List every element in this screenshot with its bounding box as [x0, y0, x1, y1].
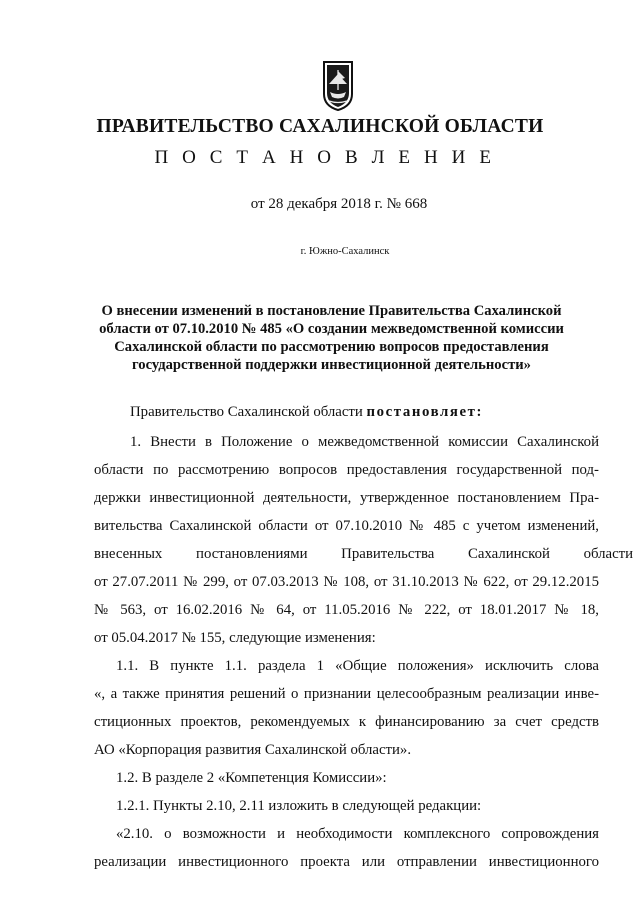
title-line: Сахалинской области по рассмотрению вопросов предоставления [114, 339, 549, 355]
body-line: внесенных постановлениями Правительства Сахалинской области [94, 546, 634, 562]
body-line: стиционных проектов, рекомендуемых к финансированию за счет средств [94, 714, 599, 730]
body-line: держки инвестиционной деятельности, утвержденное постановлением Пра- [94, 490, 599, 506]
title-line: О внесении изменений в постановление Правительства Сахалинской [101, 303, 562, 319]
body-line: 1. Внести в Положение о межведомственной комиссии Сахалинской [130, 434, 599, 450]
body-line: 1.1. В пункте 1.1. раздела 1 «Общие положения» исключить слова [116, 658, 599, 674]
body-line: «2.10. о возможности и необходимости комплексного сопровождения [116, 826, 599, 842]
body-line: АО «Корпорация развития Сахалинской области». [94, 742, 412, 758]
government-heading: ПРАВИТЕЛЬСТВО САХАЛИНСКОЙ ОБЛАСТИ [96, 116, 544, 137]
body-line: 1.2.1. Пункты 2.10, 2.11 изложить в следующей редакции: [116, 798, 482, 814]
preamble-text: Правительство Сахалинской области [130, 404, 367, 420]
title-line: государственной поддержки инвестиционной деятельности» [132, 357, 531, 373]
decree-city: г. Южно-Сахалинск [300, 246, 390, 257]
decree-title [84, 302, 579, 374]
body-line: области по рассмотрению вопросов предоставления государственной под- [94, 462, 599, 478]
body-line: «, а также принятия решений о признании целесообразным реализации инве- [94, 686, 599, 702]
body-line: 1.2. В разделе 2 «Компетенция Комиссии»: [116, 770, 387, 786]
body-line: вительства Сахалинской области от 07.10.2010 № 485 с учетом изменений, [94, 518, 599, 534]
coat-of-arms-emblem-icon [322, 60, 354, 112]
preamble-emphasis: постановляет: [366, 404, 484, 420]
decree-body [94, 398, 634, 876]
title-line: области от 07.10.2010 № 485 «О создании межведомственной комиссии [99, 321, 564, 337]
body-line: реализации инвестиционного проекта или отправлении инвестиционного [94, 854, 599, 870]
decree-date-number: от 28 декабря 2018 г. № 668 [250, 196, 428, 212]
preamble [94, 398, 599, 426]
body-line: от 05.04.2017 № 155, следующие изменения: [94, 630, 376, 646]
body-line: № 563, от 16.02.2016 № 64, от 11.05.2016 № 222, от 18.01.2017 № 18, [94, 602, 599, 618]
body-line: от 27.07.2011 № 299, от 07.03.2013 № 108, от 31.10.2013 № 622, от 29.12.2015 [94, 574, 599, 590]
document-type-heading: П О С Т А Н О В Л Е Н И Е [154, 147, 496, 168]
